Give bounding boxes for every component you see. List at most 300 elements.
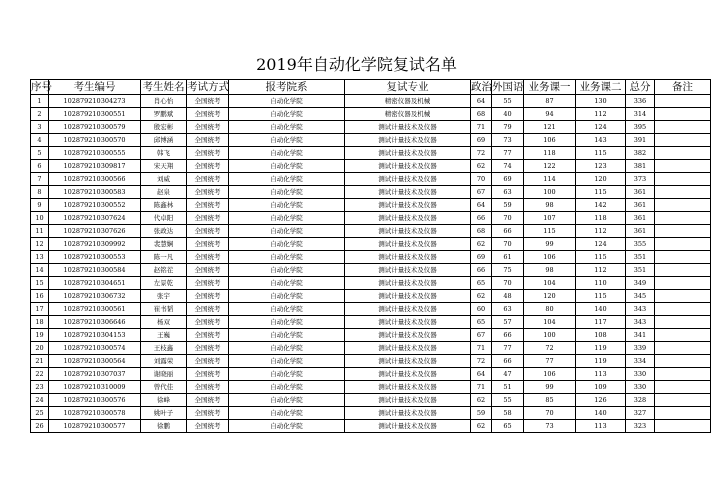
name-cell: 刘露荣 bbox=[141, 355, 187, 368]
table-row bbox=[31, 381, 711, 394]
department-cell: 自动化学院 bbox=[229, 251, 345, 264]
remarks-cell bbox=[655, 95, 711, 108]
seq-cell: 14 bbox=[31, 264, 49, 277]
name-cell: 杨双 bbox=[141, 316, 187, 329]
subject2-score-cell: 124 bbox=[576, 121, 626, 134]
subject2-score-cell: 109 bbox=[576, 381, 626, 394]
header-cell: 业务课一 bbox=[524, 80, 576, 95]
foreign-language-score-cell: 77 bbox=[492, 147, 524, 160]
department-cell: 自动化学院 bbox=[229, 303, 345, 316]
remarks-cell bbox=[655, 121, 711, 134]
politics-score-cell: 62 bbox=[471, 238, 492, 251]
exam-type-cell: 全国统考 bbox=[187, 134, 229, 147]
subject2-score-cell: 123 bbox=[576, 160, 626, 173]
header-cell: 政治 bbox=[471, 81, 492, 93]
subject1-score-cell: 104 bbox=[524, 316, 576, 329]
department-cell: 自动化学院 bbox=[229, 108, 345, 121]
table-row bbox=[31, 407, 711, 420]
seq-cell: 1 bbox=[31, 95, 49, 108]
seq-cell: 25 bbox=[31, 407, 49, 420]
exam-type-cell: 全国统考 bbox=[187, 238, 229, 251]
foreign-language-score-cell: 48 bbox=[492, 290, 524, 303]
total-score-cell: 327 bbox=[626, 407, 655, 420]
total-score-cell: 361 bbox=[626, 225, 655, 238]
exam-id-cell: 102879210300574 bbox=[49, 342, 141, 355]
department-cell: 自动化学院 bbox=[229, 316, 345, 329]
exam-type-cell: 全国统考 bbox=[187, 147, 229, 160]
remarks-cell bbox=[655, 277, 711, 290]
seq-cell: 15 bbox=[31, 277, 49, 290]
foreign-language-score-cell: 75 bbox=[492, 264, 524, 277]
department-cell: 自动化学院 bbox=[229, 199, 345, 212]
department-cell: 自动化学院 bbox=[229, 121, 345, 134]
subject2-score-cell: 113 bbox=[576, 368, 626, 381]
politics-score-cell: 64 bbox=[471, 368, 492, 381]
remarks-cell bbox=[655, 147, 711, 160]
table-row bbox=[31, 303, 711, 316]
exam-id-cell: 102879210300570 bbox=[49, 134, 141, 147]
seq-cell: 21 bbox=[31, 355, 49, 368]
foreign-language-score-cell: 66 bbox=[492, 225, 524, 238]
total-score-cell: 351 bbox=[626, 264, 655, 277]
seq-cell: 26 bbox=[31, 420, 49, 433]
subject1-score-cell: 106 bbox=[524, 368, 576, 381]
exam-id-cell: 102879210300555 bbox=[49, 147, 141, 160]
remarks-cell bbox=[655, 212, 711, 225]
subject2-score-cell: 108 bbox=[576, 329, 626, 342]
table-row bbox=[31, 238, 711, 251]
exam-id-cell: 102879210300576 bbox=[49, 394, 141, 407]
total-score-cell: 361 bbox=[626, 186, 655, 199]
exam-id-cell: 102879210300564 bbox=[49, 355, 141, 368]
subject1-score-cell: 115 bbox=[524, 225, 576, 238]
politics-score-cell: 71 bbox=[471, 381, 492, 394]
table-row bbox=[31, 212, 711, 225]
name-cell: 罗鹏斌 bbox=[141, 108, 187, 121]
subject2-score-cell: 140 bbox=[576, 303, 626, 316]
major-cell: 测试计量技术及仪器 bbox=[345, 290, 471, 303]
name-cell: 刘威 bbox=[141, 173, 187, 186]
seq-cell: 7 bbox=[31, 173, 49, 186]
exam-id-cell: 102879210300553 bbox=[49, 251, 141, 264]
table-body bbox=[31, 95, 711, 433]
exam-type-cell: 全国统考 bbox=[187, 420, 229, 433]
seq-cell: 3 bbox=[31, 121, 49, 134]
subject2-score-cell: 112 bbox=[576, 264, 626, 277]
major-cell: 测试计量技术及仪器 bbox=[345, 394, 471, 407]
total-score-cell: 373 bbox=[626, 173, 655, 186]
exam-id-cell: 102879210300577 bbox=[49, 420, 141, 433]
politics-score-cell: 64 bbox=[471, 95, 492, 108]
exam-type-cell: 全国统考 bbox=[187, 355, 229, 368]
subject1-score-cell: 104 bbox=[524, 277, 576, 290]
name-cell: 谢晓丽 bbox=[141, 368, 187, 381]
exam-id-cell: 102879210304273 bbox=[49, 95, 141, 108]
header-row bbox=[31, 80, 711, 95]
foreign-language-score-cell: 59 bbox=[492, 199, 524, 212]
remarks-cell bbox=[655, 251, 711, 264]
seq-cell: 23 bbox=[31, 381, 49, 394]
foreign-language-score-cell: 63 bbox=[492, 303, 524, 316]
seq-cell: 19 bbox=[31, 329, 49, 342]
remarks-cell bbox=[655, 407, 711, 420]
total-score-cell: 351 bbox=[626, 251, 655, 264]
department-cell: 自动化学院 bbox=[229, 225, 345, 238]
major-cell: 精密仪器及机械 bbox=[345, 95, 471, 108]
total-score-cell: 343 bbox=[626, 303, 655, 316]
politics-score-cell: 67 bbox=[471, 186, 492, 199]
subject1-score-cell: 85 bbox=[524, 394, 576, 407]
subject1-score-cell: 77 bbox=[524, 355, 576, 368]
header-cell: 复试专业 bbox=[345, 80, 471, 95]
major-cell: 测试计量技术及仪器 bbox=[345, 134, 471, 147]
name-cell: 徐峰 bbox=[141, 394, 187, 407]
total-score-cell: 341 bbox=[626, 329, 655, 342]
exam-type-cell: 全国统考 bbox=[187, 251, 229, 264]
name-cell: 殷宏彬 bbox=[141, 121, 187, 134]
politics-score-cell: 71 bbox=[471, 121, 492, 134]
exam-type-cell: 全国统考 bbox=[187, 264, 229, 277]
total-score-cell: 334 bbox=[626, 355, 655, 368]
major-cell: 测试计量技术及仪器 bbox=[345, 121, 471, 134]
subject1-score-cell: 100 bbox=[524, 329, 576, 342]
department-cell: 自动化学院 bbox=[229, 212, 345, 225]
exam-type-cell: 全国统考 bbox=[187, 329, 229, 342]
major-cell: 测试计量技术及仪器 bbox=[345, 199, 471, 212]
department-cell: 自动化学院 bbox=[229, 381, 345, 394]
header-cell: 考生编号 bbox=[49, 80, 141, 95]
table-row bbox=[31, 95, 711, 108]
subject2-score-cell: 143 bbox=[576, 134, 626, 147]
remarks-cell bbox=[655, 134, 711, 147]
major-cell: 测试计量技术及仪器 bbox=[345, 212, 471, 225]
remarks-cell bbox=[655, 225, 711, 238]
remarks-cell bbox=[655, 394, 711, 407]
exam-id-cell: 102879210300552 bbox=[49, 199, 141, 212]
subject2-score-cell: 112 bbox=[576, 225, 626, 238]
name-cell: 张政达 bbox=[141, 225, 187, 238]
name-cell: 曾代佳 bbox=[141, 381, 187, 394]
exam-id-cell: 102879210300583 bbox=[49, 186, 141, 199]
politics-score-cell: 62 bbox=[471, 160, 492, 173]
exam-id-cell: 102879210306732 bbox=[49, 290, 141, 303]
exam-id-cell: 102879210306646 bbox=[49, 316, 141, 329]
name-cell: 赵泉 bbox=[141, 186, 187, 199]
remarks-cell bbox=[655, 173, 711, 186]
politics-score-cell: 72 bbox=[471, 355, 492, 368]
subject1-score-cell: 106 bbox=[524, 251, 576, 264]
seq-cell: 17 bbox=[31, 303, 49, 316]
table-row bbox=[31, 329, 711, 342]
table-row bbox=[31, 186, 711, 199]
remarks-cell bbox=[655, 264, 711, 277]
major-cell: 测试计量技术及仪器 bbox=[345, 342, 471, 355]
table-row bbox=[31, 394, 711, 407]
name-cell: 代卓阳 bbox=[141, 212, 187, 225]
name-cell: 邱博涵 bbox=[141, 134, 187, 147]
name-cell: 陈鑫林 bbox=[141, 199, 187, 212]
subject1-score-cell: 114 bbox=[524, 173, 576, 186]
header-cell: 序号 bbox=[31, 81, 52, 93]
subject1-score-cell: 94 bbox=[524, 108, 576, 121]
exam-type-cell: 全国统考 bbox=[187, 121, 229, 134]
table-row bbox=[31, 342, 711, 355]
exam-type-cell: 全国统考 bbox=[187, 199, 229, 212]
politics-score-cell: 62 bbox=[471, 394, 492, 407]
seq-cell: 2 bbox=[31, 108, 49, 121]
seq-cell: 24 bbox=[31, 394, 49, 407]
subject2-score-cell: 130 bbox=[576, 95, 626, 108]
name-cell: 崔书韬 bbox=[141, 303, 187, 316]
subject2-score-cell: 113 bbox=[576, 420, 626, 433]
header-cell: 考生姓名 bbox=[142, 81, 185, 93]
major-cell: 测试计量技术及仪器 bbox=[345, 316, 471, 329]
exam-id-cell: 102879210300561 bbox=[49, 303, 141, 316]
remarks-cell bbox=[655, 290, 711, 303]
politics-score-cell: 62 bbox=[471, 290, 492, 303]
seq-cell: 6 bbox=[31, 160, 49, 173]
total-score-cell: 381 bbox=[626, 160, 655, 173]
total-score-cell: 361 bbox=[626, 212, 655, 225]
politics-score-cell: 69 bbox=[471, 134, 492, 147]
subject1-score-cell: 87 bbox=[524, 95, 576, 108]
table-row bbox=[31, 199, 711, 212]
table-row bbox=[31, 368, 711, 381]
foreign-language-score-cell: 58 bbox=[492, 407, 524, 420]
remarks-cell bbox=[655, 368, 711, 381]
department-cell: 自动化学院 bbox=[229, 186, 345, 199]
subject2-score-cell: 119 bbox=[576, 342, 626, 355]
foreign-language-score-cell: 77 bbox=[492, 342, 524, 355]
major-cell: 测试计量技术及仪器 bbox=[345, 225, 471, 238]
table-row bbox=[31, 420, 711, 433]
table-row bbox=[31, 277, 711, 290]
seq-cell: 22 bbox=[31, 368, 49, 381]
subject1-score-cell: 120 bbox=[524, 290, 576, 303]
exam-id-cell: 102879210307037 bbox=[49, 368, 141, 381]
name-cell: 韩飞 bbox=[141, 147, 187, 160]
name-cell: 姚叶子 bbox=[141, 407, 187, 420]
politics-score-cell: 62 bbox=[471, 420, 492, 433]
politics-score-cell: 68 bbox=[471, 225, 492, 238]
exam-id-cell: 102879210304153 bbox=[49, 329, 141, 342]
remarks-cell bbox=[655, 199, 711, 212]
seq-cell: 4 bbox=[31, 134, 49, 147]
seq-cell: 12 bbox=[31, 238, 49, 251]
subject2-score-cell: 124 bbox=[576, 238, 626, 251]
total-score-cell: 330 bbox=[626, 381, 655, 394]
subject2-score-cell: 117 bbox=[576, 316, 626, 329]
total-score-cell: 330 bbox=[626, 368, 655, 381]
foreign-language-score-cell: 47 bbox=[492, 368, 524, 381]
politics-score-cell: 59 bbox=[471, 407, 492, 420]
exam-id-cell: 102879210310009 bbox=[49, 381, 141, 394]
subject2-score-cell: 115 bbox=[576, 290, 626, 303]
department-cell: 自动化学院 bbox=[229, 342, 345, 355]
subject1-score-cell: 73 bbox=[524, 420, 576, 433]
foreign-language-score-cell: 70 bbox=[492, 277, 524, 290]
subject1-score-cell: 107 bbox=[524, 212, 576, 225]
name-cell: 陈一凡 bbox=[141, 251, 187, 264]
table-row bbox=[31, 251, 711, 264]
department-cell: 自动化学院 bbox=[229, 290, 345, 303]
document-title: 2019年自动化学院复试名单 bbox=[256, 55, 457, 74]
name-cell: 宋天翔 bbox=[141, 160, 187, 173]
admission-table bbox=[30, 79, 711, 433]
politics-score-cell: 64 bbox=[471, 199, 492, 212]
politics-score-cell: 69 bbox=[471, 251, 492, 264]
department-cell: 自动化学院 bbox=[229, 264, 345, 277]
exam-type-cell: 全国统考 bbox=[187, 173, 229, 186]
name-cell: 张宇 bbox=[141, 290, 187, 303]
major-cell: 测试计量技术及仪器 bbox=[345, 381, 471, 394]
exam-id-cell: 102879210300584 bbox=[49, 264, 141, 277]
table-row bbox=[31, 290, 711, 303]
subject1-score-cell: 100 bbox=[524, 186, 576, 199]
total-score-cell: 336 bbox=[626, 95, 655, 108]
total-score-cell: 361 bbox=[626, 199, 655, 212]
total-score-cell: 343 bbox=[626, 316, 655, 329]
foreign-language-score-cell: 70 bbox=[492, 212, 524, 225]
exam-id-cell: 102879210300578 bbox=[49, 407, 141, 420]
major-cell: 测试计量技术及仪器 bbox=[345, 420, 471, 433]
total-score-cell: 355 bbox=[626, 238, 655, 251]
department-cell: 自动化学院 bbox=[229, 147, 345, 160]
header-cell: 总分 bbox=[626, 80, 655, 95]
exam-type-cell: 全国统考 bbox=[187, 212, 229, 225]
table-row bbox=[31, 316, 711, 329]
major-cell: 精密仪器及机械 bbox=[345, 108, 471, 121]
table-row bbox=[31, 121, 711, 134]
exam-type-cell: 全国统考 bbox=[187, 303, 229, 316]
total-score-cell: 314 bbox=[626, 108, 655, 121]
major-cell: 测试计量技术及仪器 bbox=[345, 238, 471, 251]
exam-type-cell: 全国统考 bbox=[187, 160, 229, 173]
politics-score-cell: 65 bbox=[471, 316, 492, 329]
major-cell: 测试计量技术及仪器 bbox=[345, 186, 471, 199]
table-row bbox=[31, 355, 711, 368]
subject2-score-cell: 115 bbox=[576, 186, 626, 199]
subject1-score-cell: 106 bbox=[524, 134, 576, 147]
exam-type-cell: 全国统考 bbox=[187, 342, 229, 355]
total-score-cell: 391 bbox=[626, 134, 655, 147]
department-cell: 自动化学院 bbox=[229, 407, 345, 420]
subject2-score-cell: 142 bbox=[576, 199, 626, 212]
subject2-score-cell: 119 bbox=[576, 355, 626, 368]
total-score-cell: 382 bbox=[626, 147, 655, 160]
department-cell: 自动化学院 bbox=[229, 277, 345, 290]
department-cell: 自动化学院 bbox=[229, 160, 345, 173]
remarks-cell bbox=[655, 342, 711, 355]
department-cell: 自动化学院 bbox=[229, 394, 345, 407]
remarks-cell bbox=[655, 160, 711, 173]
table-row bbox=[31, 173, 711, 186]
total-score-cell: 345 bbox=[626, 290, 655, 303]
table-row bbox=[31, 264, 711, 277]
exam-type-cell: 全国统考 bbox=[187, 407, 229, 420]
major-cell: 测试计量技术及仪器 bbox=[345, 407, 471, 420]
major-cell: 测试计量技术及仪器 bbox=[345, 251, 471, 264]
foreign-language-score-cell: 66 bbox=[492, 329, 524, 342]
remarks-cell bbox=[655, 108, 711, 121]
header-cell: 备注 bbox=[655, 80, 711, 95]
politics-score-cell: 68 bbox=[471, 108, 492, 121]
subject1-score-cell: 98 bbox=[524, 264, 576, 277]
total-score-cell: 339 bbox=[626, 342, 655, 355]
exam-type-cell: 全国统考 bbox=[187, 186, 229, 199]
total-score-cell: 395 bbox=[626, 121, 655, 134]
major-cell: 测试计量技术及仪器 bbox=[345, 160, 471, 173]
remarks-cell bbox=[655, 316, 711, 329]
major-cell: 测试计量技术及仪器 bbox=[345, 173, 471, 186]
exam-id-cell: 102879210309817 bbox=[49, 160, 141, 173]
seq-cell: 5 bbox=[31, 147, 49, 160]
seq-cell: 9 bbox=[31, 199, 49, 212]
name-cell: 左景乾 bbox=[141, 277, 187, 290]
subject1-score-cell: 80 bbox=[524, 303, 576, 316]
exam-id-cell: 102879210300566 bbox=[49, 173, 141, 186]
exam-id-cell: 102879210300551 bbox=[49, 108, 141, 121]
exam-id-cell: 102879210307626 bbox=[49, 225, 141, 238]
foreign-language-score-cell: 57 bbox=[492, 316, 524, 329]
politics-score-cell: 70 bbox=[471, 173, 492, 186]
major-cell: 测试计量技术及仪器 bbox=[345, 264, 471, 277]
foreign-language-score-cell: 55 bbox=[492, 394, 524, 407]
seq-cell: 8 bbox=[31, 186, 49, 199]
remarks-cell bbox=[655, 381, 711, 394]
foreign-language-score-cell: 70 bbox=[492, 238, 524, 251]
department-cell: 自动化学院 bbox=[229, 329, 345, 342]
name-cell: 裴慧娴 bbox=[141, 238, 187, 251]
exam-id-cell: 102879210307624 bbox=[49, 212, 141, 225]
subject1-score-cell: 118 bbox=[524, 147, 576, 160]
exam-type-cell: 全国统考 bbox=[187, 381, 229, 394]
exam-id-cell: 102879210300579 bbox=[49, 121, 141, 134]
foreign-language-score-cell: 55 bbox=[492, 95, 524, 108]
politics-score-cell: 71 bbox=[471, 342, 492, 355]
seq-cell: 11 bbox=[31, 225, 49, 238]
politics-score-cell: 60 bbox=[471, 303, 492, 316]
table-row bbox=[31, 225, 711, 238]
subject2-score-cell: 118 bbox=[576, 212, 626, 225]
header-cell: 报考院系 bbox=[229, 80, 345, 95]
foreign-language-score-cell: 73 bbox=[492, 134, 524, 147]
total-score-cell: 323 bbox=[626, 420, 655, 433]
major-cell: 测试计量技术及仪器 bbox=[345, 368, 471, 381]
exam-type-cell: 全国统考 bbox=[187, 290, 229, 303]
foreign-language-score-cell: 66 bbox=[492, 355, 524, 368]
table-row bbox=[31, 134, 711, 147]
subject1-score-cell: 99 bbox=[524, 381, 576, 394]
department-cell: 自动化学院 bbox=[229, 238, 345, 251]
politics-score-cell: 66 bbox=[471, 212, 492, 225]
name-cell: 王巍 bbox=[141, 329, 187, 342]
exam-type-cell: 全国统考 bbox=[187, 225, 229, 238]
remarks-cell bbox=[655, 355, 711, 368]
subject2-score-cell: 115 bbox=[576, 251, 626, 264]
foreign-language-score-cell: 63 bbox=[492, 186, 524, 199]
exam-id-cell: 102879210304651 bbox=[49, 277, 141, 290]
remarks-cell bbox=[655, 329, 711, 342]
foreign-language-score-cell: 40 bbox=[492, 108, 524, 121]
subject2-score-cell: 140 bbox=[576, 407, 626, 420]
remarks-cell bbox=[655, 420, 711, 433]
total-score-cell: 349 bbox=[626, 277, 655, 290]
table-row bbox=[31, 147, 711, 160]
name-cell: 赵铭茬 bbox=[141, 264, 187, 277]
foreign-language-score-cell: 65 bbox=[492, 420, 524, 433]
seq-cell: 18 bbox=[31, 316, 49, 329]
